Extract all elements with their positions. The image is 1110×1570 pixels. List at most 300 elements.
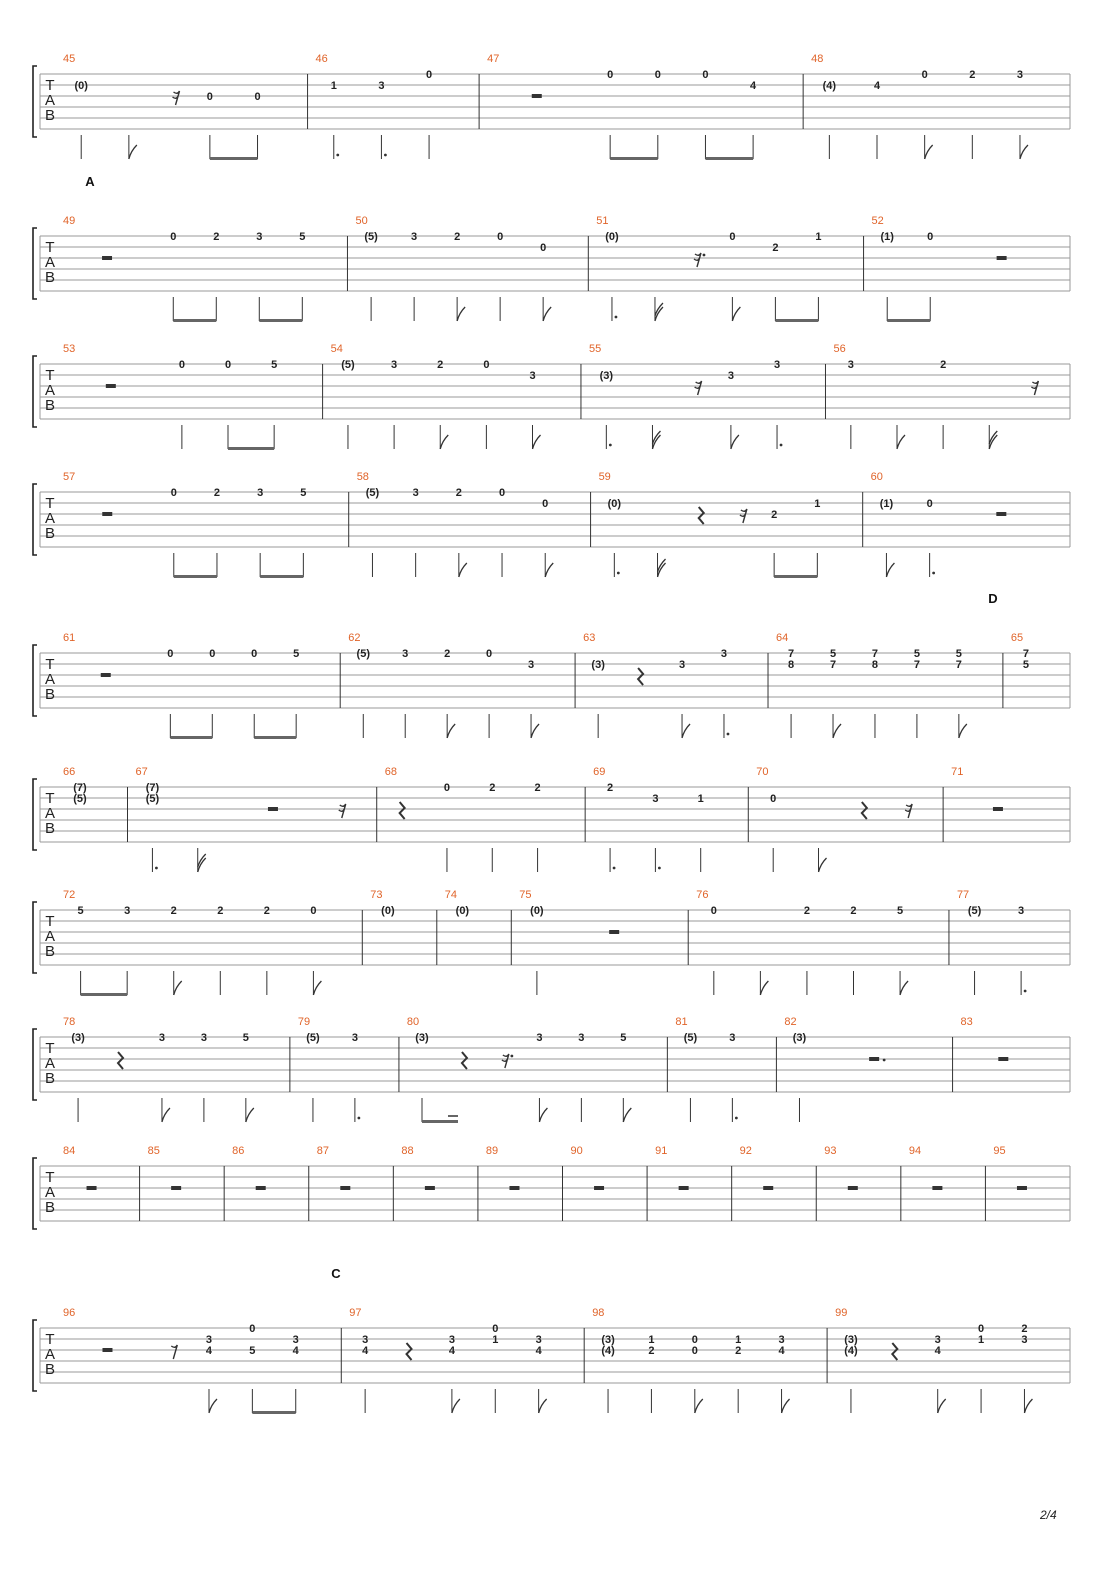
measure xyxy=(349,1307,584,1413)
fret-number: 0 xyxy=(492,1323,499,1335)
half-rest xyxy=(340,1186,350,1190)
measure-number: 98 xyxy=(592,1307,605,1319)
tab-clef-letter: B xyxy=(44,397,56,414)
measure-number: 59 xyxy=(598,471,611,483)
measure-number: 92 xyxy=(739,1145,752,1157)
fret-number: (0) xyxy=(74,80,88,92)
measure-number: 80 xyxy=(406,1016,420,1028)
measure-number: 67 xyxy=(135,766,148,778)
fret-number: 0 xyxy=(729,231,736,243)
tab-clef-letter: T xyxy=(45,656,55,673)
fret-number: 4 xyxy=(205,1345,213,1357)
fret-number: 1 xyxy=(978,1334,985,1346)
fret-number: (5) xyxy=(356,648,371,660)
measure-number: 65 xyxy=(1010,632,1024,644)
measure xyxy=(583,632,768,738)
fret-number: 5 xyxy=(271,359,278,371)
quarter-rest xyxy=(699,507,704,524)
system-bracket xyxy=(33,228,37,299)
half-rest xyxy=(101,673,111,677)
half-rest xyxy=(993,807,1003,811)
fret-number: 3 xyxy=(256,231,263,243)
fret-number: (0) xyxy=(530,905,544,917)
half-rest xyxy=(594,1186,604,1190)
fret-number: 0 xyxy=(702,69,709,81)
tab-clef-letter: T xyxy=(45,367,55,384)
measure xyxy=(811,53,1028,159)
measure xyxy=(756,766,943,872)
fret-number: (5) xyxy=(365,487,380,499)
note-flag xyxy=(938,1399,946,1413)
fret-number: (0) xyxy=(381,905,395,917)
fret-number: 2 xyxy=(217,905,224,917)
fret-number: (3) xyxy=(591,659,605,671)
measure xyxy=(835,1307,1032,1413)
fret-number: (0) xyxy=(607,498,622,510)
note-beam xyxy=(610,157,658,160)
fret-number: 4 xyxy=(535,1345,542,1357)
tab-clef-letter: A xyxy=(44,1055,56,1072)
note-beam xyxy=(252,1411,295,1414)
note-flag xyxy=(658,559,666,572)
fret-number: 7 xyxy=(829,659,837,671)
fret-number: 2 xyxy=(771,509,778,521)
fret-number: 2 xyxy=(489,782,496,794)
fret-number: 2 xyxy=(213,487,221,499)
fret-number: 2 xyxy=(444,648,451,660)
duration-dot xyxy=(727,733,730,736)
rest-dot xyxy=(510,1055,513,1058)
measure-number: 84 xyxy=(63,1145,76,1157)
fret-number: 1 xyxy=(330,80,337,92)
fret-number: 1 xyxy=(735,1334,742,1346)
half-rest xyxy=(171,1186,181,1190)
eighth-rest xyxy=(171,1345,177,1359)
duration-dot xyxy=(1024,990,1027,993)
fret-number: (0) xyxy=(455,905,470,917)
fret-number: 0 xyxy=(691,1334,698,1346)
measure-number: 72 xyxy=(63,889,76,901)
note-beam xyxy=(173,319,216,322)
fret-number: 7 xyxy=(788,648,795,660)
fret-number: 4 xyxy=(778,1345,785,1357)
fret-number: (3) xyxy=(71,1032,85,1044)
fret-number: 2 xyxy=(1021,1323,1028,1335)
fret-number: 2 xyxy=(850,905,857,917)
fret-number: 3 xyxy=(411,231,418,243)
half-rest xyxy=(1017,1186,1027,1190)
fret-number: 1 xyxy=(815,231,822,243)
fret-number: 0 xyxy=(542,498,549,510)
fret-number: 3 xyxy=(934,1334,941,1346)
system-bracket xyxy=(33,779,37,850)
fret-number: (3) xyxy=(792,1032,807,1044)
fret-number: 4 xyxy=(362,1345,369,1357)
note-flag xyxy=(1020,145,1028,159)
fret-number: 1 xyxy=(697,793,704,805)
fret-number: 5 xyxy=(242,1032,249,1044)
fret-number: 2 xyxy=(607,782,614,794)
measure-number: 54 xyxy=(330,343,343,355)
measure xyxy=(519,889,688,995)
note-beam xyxy=(174,575,217,578)
fret-number: 2 xyxy=(772,242,779,254)
fret-number: 3 xyxy=(527,659,535,671)
measure-number: 55 xyxy=(588,343,602,355)
quarter-rest xyxy=(892,1343,897,1360)
measure-number: 50 xyxy=(355,215,368,227)
note-flag xyxy=(452,1399,460,1413)
half-rest xyxy=(532,94,542,98)
measure-number: 96 xyxy=(63,1307,76,1319)
fret-number: 3 xyxy=(402,648,409,660)
tab-clef-letter: B xyxy=(44,1361,56,1378)
fret-number: 1 xyxy=(492,1334,499,1346)
system xyxy=(33,471,1070,578)
fret-number: (3) xyxy=(601,1334,615,1346)
note-flag xyxy=(545,563,553,577)
measure-number: 94 xyxy=(908,1145,922,1157)
tab-clef-letter: A xyxy=(44,382,56,399)
quarter-rest xyxy=(118,1052,123,1069)
fret-number: 2 xyxy=(735,1345,742,1357)
measure xyxy=(776,632,1003,738)
fret-number: 2 xyxy=(437,359,444,371)
system xyxy=(33,591,1070,739)
system-bracket xyxy=(33,1029,37,1100)
fret-number: (5) xyxy=(145,793,160,805)
half-rest xyxy=(932,1186,942,1190)
fret-number: 3 xyxy=(1018,905,1025,917)
half-rest xyxy=(256,1186,266,1190)
measure xyxy=(357,471,591,577)
tab-clef-letter: A xyxy=(44,928,56,945)
duration-dot xyxy=(155,867,158,870)
fret-number: 0 xyxy=(710,905,717,917)
tab-clef-letter: T xyxy=(45,913,55,930)
fret-number: 0 xyxy=(170,231,177,243)
fret-number: 3 xyxy=(847,359,854,371)
system xyxy=(33,889,1070,996)
fret-number: 3 xyxy=(536,1032,543,1044)
tab-clef-letter: A xyxy=(44,92,56,109)
system xyxy=(33,1266,1070,1414)
note-flag xyxy=(129,145,137,159)
measure xyxy=(784,1016,952,1122)
measure xyxy=(833,343,1038,449)
fret-number: 0 xyxy=(497,231,504,243)
measure xyxy=(675,1016,776,1122)
duration-dot xyxy=(336,154,339,157)
fret-number: 4 xyxy=(292,1345,299,1357)
tab-clef-letter: A xyxy=(44,254,56,271)
half-rest xyxy=(102,1348,112,1352)
quarter-rest xyxy=(638,668,643,685)
measure-number: 75 xyxy=(519,889,532,901)
measure-number: 51 xyxy=(596,215,609,227)
fret-number: 0 xyxy=(170,487,177,499)
fret-number: 0 xyxy=(921,69,928,81)
half-rest xyxy=(609,930,619,934)
fret-number: 2 xyxy=(170,905,177,917)
note-flag xyxy=(959,724,967,738)
duration-dot xyxy=(609,444,612,447)
fret-number: (5) xyxy=(364,231,378,243)
half-rest xyxy=(848,1186,858,1190)
measure-number: 53 xyxy=(63,343,76,355)
section-marker: D xyxy=(988,591,998,606)
note-flag xyxy=(162,1108,170,1122)
measure-number: 73 xyxy=(370,889,383,901)
note-beam xyxy=(705,157,753,160)
system xyxy=(33,1016,1070,1123)
note-flag xyxy=(543,307,551,321)
fret-number: 2 xyxy=(263,905,270,917)
fret-number: 2 xyxy=(213,231,220,243)
measure-number: 91 xyxy=(655,1145,668,1157)
half-rest xyxy=(679,1186,689,1190)
half-rest xyxy=(997,256,1007,260)
fret-number: 7 xyxy=(871,648,879,660)
fret-number: 0 xyxy=(770,793,777,805)
tab-clef-letter: B xyxy=(44,107,56,124)
fret-number: 5 xyxy=(300,487,307,499)
measure-number: 49 xyxy=(63,215,76,227)
measure xyxy=(961,1016,1009,1061)
measure-number: 95 xyxy=(993,1145,1006,1157)
fret-number: 3 xyxy=(1021,1334,1028,1346)
fret-number: 0 xyxy=(224,359,232,371)
fret-number: 5 xyxy=(955,648,962,660)
note-beam xyxy=(775,319,818,322)
half-rest xyxy=(998,1057,1008,1061)
measure-number: 52 xyxy=(871,215,884,227)
half-rest xyxy=(106,384,116,388)
duration-dot xyxy=(613,867,616,870)
quarter-rest xyxy=(462,1052,467,1069)
section-marker: A xyxy=(85,174,95,189)
tab-clef-letter: B xyxy=(44,943,56,960)
fret-number: (4) xyxy=(822,80,837,92)
fret-number: 3 xyxy=(391,359,398,371)
note-flag xyxy=(209,1399,217,1413)
fret-number: 5 xyxy=(249,1345,256,1357)
half-rest xyxy=(763,1186,773,1190)
measure-number: 45 xyxy=(63,53,76,65)
fret-number: 3 xyxy=(257,487,264,499)
half-rest xyxy=(102,512,112,516)
duration-dot xyxy=(658,867,661,870)
measure-number: 64 xyxy=(776,632,789,644)
fret-number: 0 xyxy=(607,69,614,81)
half-rest xyxy=(268,807,278,811)
fret-number: 3 xyxy=(773,359,781,371)
note-flag xyxy=(539,1399,547,1413)
note-flag xyxy=(174,981,182,995)
measure xyxy=(355,215,588,321)
note-flag xyxy=(313,981,321,995)
fret-number: 1 xyxy=(814,498,821,510)
measure xyxy=(298,1016,399,1122)
fret-number: 4 xyxy=(750,80,757,92)
note-flag xyxy=(900,981,908,995)
system xyxy=(33,766,1070,872)
quarter-rest xyxy=(400,802,405,819)
fret-number: (5) xyxy=(306,1032,320,1044)
system xyxy=(33,53,1070,160)
fret-number: (5) xyxy=(967,905,982,917)
system-bracket xyxy=(33,645,37,716)
fret-number: 2 xyxy=(940,359,947,371)
duration-dot xyxy=(617,572,620,575)
measure-number: 74 xyxy=(444,889,458,901)
note-flag xyxy=(539,1108,547,1122)
measure xyxy=(871,471,1007,577)
measure xyxy=(592,1307,827,1413)
fret-number: (7) xyxy=(73,782,87,794)
note-flag xyxy=(682,724,690,738)
fret-number: 0 xyxy=(483,359,490,371)
measure-number: 78 xyxy=(63,1016,76,1028)
fret-number: 5 xyxy=(896,905,904,917)
note-flag xyxy=(897,435,905,449)
fret-number: 0 xyxy=(167,648,174,660)
measure-number: 62 xyxy=(348,632,361,644)
note-beam xyxy=(887,319,930,322)
note-beam xyxy=(254,736,296,739)
note-flag xyxy=(459,563,467,577)
measure-number: 90 xyxy=(570,1145,583,1157)
measure-number: 47 xyxy=(487,53,500,65)
note-flag xyxy=(447,724,455,738)
fret-number: 0 xyxy=(978,1323,985,1335)
fret-number: (7) xyxy=(145,782,160,794)
fret-number: (5) xyxy=(683,1032,698,1044)
tab-clef-letter: A xyxy=(44,1184,56,1201)
measure-number: 56 xyxy=(833,343,846,355)
fret-number: 0 xyxy=(691,1345,698,1357)
note-flag xyxy=(782,1399,790,1413)
note-flag xyxy=(833,724,841,738)
fret-number: 2 xyxy=(969,69,976,81)
note-beam xyxy=(228,447,274,450)
note-flag xyxy=(531,724,539,738)
note-beam xyxy=(774,575,817,578)
fret-number: 3 xyxy=(652,793,659,805)
system xyxy=(33,174,1070,322)
fret-number: (4) xyxy=(601,1345,615,1357)
rest-dot xyxy=(703,254,706,257)
tab-clef-letter: B xyxy=(44,820,56,837)
fret-number: (0) xyxy=(605,231,619,243)
quarter-rest xyxy=(407,1343,412,1360)
fret-number: 3 xyxy=(727,370,734,382)
fret-number: 8 xyxy=(788,659,795,671)
tab-clef-letter: T xyxy=(45,239,55,256)
measure xyxy=(593,766,748,872)
fret-number: 4 xyxy=(873,80,881,92)
fret-number: 2 xyxy=(455,487,462,499)
fret-number: (5) xyxy=(73,793,87,805)
measure-number: 81 xyxy=(675,1016,688,1028)
system xyxy=(33,343,1070,450)
fret-number: 8 xyxy=(871,659,879,671)
fret-number: (1) xyxy=(879,498,894,510)
fret-number: 2 xyxy=(803,905,811,917)
measure xyxy=(957,889,1027,995)
measure xyxy=(63,1016,290,1122)
fret-number: 5 xyxy=(620,1032,627,1044)
fret-number: 3 xyxy=(412,487,419,499)
note-beam xyxy=(210,157,258,160)
tab-clef-letter: B xyxy=(44,1199,56,1216)
measure-number: 58 xyxy=(356,471,369,483)
fret-number: 7 xyxy=(955,659,962,671)
measure-number: 86 xyxy=(232,1145,245,1157)
measure-number: 46 xyxy=(315,53,328,65)
measure-number: 76 xyxy=(696,889,709,901)
fret-number: 3 xyxy=(729,1032,736,1044)
measure-number: 83 xyxy=(960,1016,973,1028)
measure xyxy=(951,766,1003,811)
tab-clef-letter: T xyxy=(45,495,55,512)
half-rest xyxy=(102,256,112,260)
measure-number: 48 xyxy=(811,53,824,65)
measure-number: 77 xyxy=(956,889,970,901)
fret-number: (3) xyxy=(844,1334,858,1346)
measure-number: 60 xyxy=(870,471,883,483)
fret-number: 3 xyxy=(200,1032,207,1044)
fret-number: 3 xyxy=(529,370,536,382)
fret-number: 5 xyxy=(829,648,837,660)
fret-number: 5 xyxy=(77,905,84,917)
duration-dot xyxy=(357,1117,360,1120)
fret-number: 4 xyxy=(448,1345,455,1357)
half-rest xyxy=(87,1186,97,1190)
fret-number: 2 xyxy=(454,231,461,243)
system-bracket xyxy=(33,484,37,555)
fret-number: 0 xyxy=(426,69,433,81)
fret-number: 0 xyxy=(251,648,258,660)
note-beam xyxy=(81,993,128,996)
tab-clef-letter: A xyxy=(44,1346,56,1363)
half-rest xyxy=(869,1057,879,1061)
fret-number: 5 xyxy=(299,231,306,243)
fret-number: 0 xyxy=(249,1323,256,1335)
fret-number: 7 xyxy=(1022,648,1030,660)
note-beam xyxy=(448,1115,458,1117)
tab-clef-letter: T xyxy=(45,77,55,94)
fret-number: 4 xyxy=(934,1345,941,1357)
note-flag xyxy=(246,1108,254,1122)
note-flag xyxy=(886,563,894,577)
tab-clef-letter: B xyxy=(44,525,56,542)
note-flag xyxy=(819,858,827,872)
fret-number: 3 xyxy=(720,648,728,660)
system-bracket xyxy=(33,356,37,427)
fret-number: 3 xyxy=(124,905,131,917)
measure-number: 79 xyxy=(297,1016,311,1028)
measure-number: 85 xyxy=(147,1145,160,1157)
note-flag xyxy=(731,435,739,449)
fret-number: 0 xyxy=(927,231,934,243)
note-flag xyxy=(652,431,660,444)
measure-number: 87 xyxy=(316,1145,329,1157)
measure-number: 71 xyxy=(951,766,964,778)
measure-number: 88 xyxy=(401,1145,414,1157)
fret-number: 0 xyxy=(926,498,933,510)
fret-number: 3 xyxy=(205,1334,213,1346)
